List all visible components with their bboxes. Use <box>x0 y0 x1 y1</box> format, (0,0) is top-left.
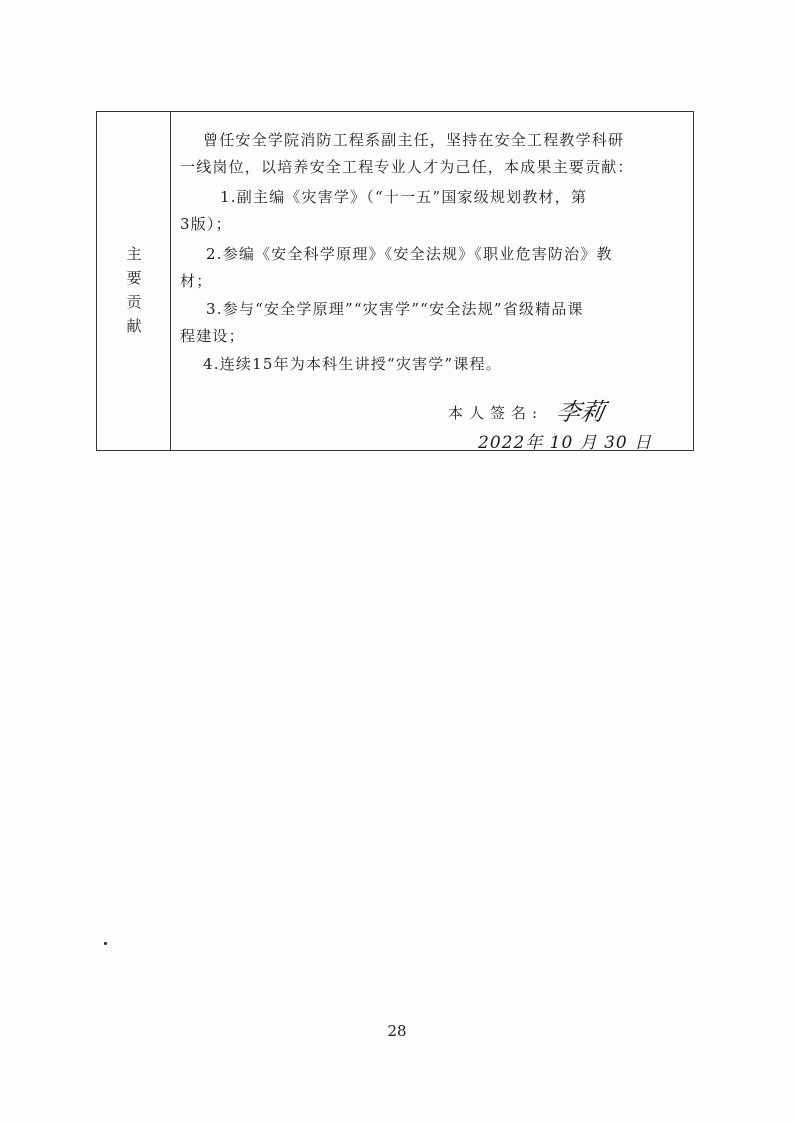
content-line: 3版）； <box>180 215 232 233</box>
content-line: 4.连续15年为本科生讲授“灾害学”课程。 <box>203 355 502 373</box>
label-char: 献 <box>126 317 142 335</box>
main-contribution-label <box>97 242 171 338</box>
label-char: 贡 <box>126 293 142 311</box>
signature-label: 本人签名: <box>448 404 544 422</box>
content-line: 程建设； <box>180 327 245 345</box>
content-line: 曾任安全学院消防工程系副主任，坚持在安全工程教学科研 <box>203 131 625 149</box>
content-line: 一线岗位，以培养安全工程专业人才为己任，本成果主要贡献： <box>180 158 634 176</box>
stray-mark <box>104 942 107 945</box>
content-line: 2.参编《安全科学原理》《安全法规》《职业危害防治》教 <box>206 245 613 263</box>
signature-date: 2022年 10 月 30 日 <box>478 433 653 453</box>
content-line: 1.副主编《灾害学》（“十一五”国家级规划教材，第 <box>220 188 588 206</box>
label-cell <box>97 112 171 450</box>
label-char: 要 <box>126 269 142 287</box>
handwritten-signature: 李莉 <box>554 398 608 426</box>
content-line: 3.参与“安全学原理”“灾害学”“安全法规”省级精品课 <box>206 300 584 318</box>
label-char: 主 <box>126 245 142 263</box>
content-line: 材； <box>180 272 213 290</box>
page-number: 28 <box>387 1022 407 1040</box>
